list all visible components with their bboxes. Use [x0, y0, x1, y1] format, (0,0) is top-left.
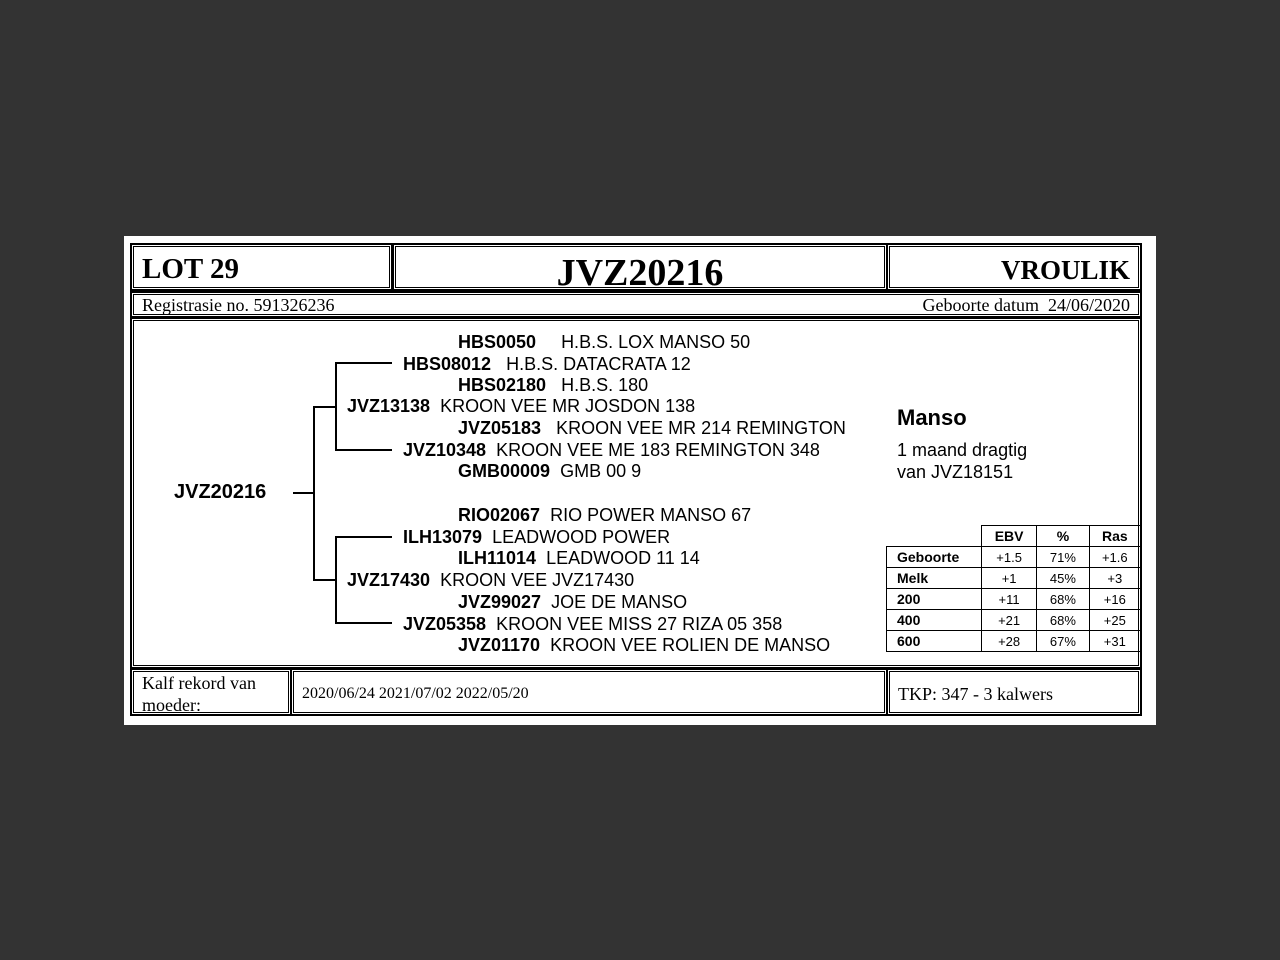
ebv-row-label: Melk [887, 568, 982, 589]
pedigree-dam-sire-dam [458, 548, 700, 569]
ss-name: H.B.S. DATACRATA 12 [506, 354, 691, 374]
ebv-table [886, 525, 1141, 652]
ebv-header-row [887, 526, 1141, 547]
pedigree-dam-dam-sire [458, 592, 687, 613]
calf-record-label: Kalf rekord van moeder: [142, 673, 256, 715]
dd-code: JVZ05358 [403, 614, 487, 634]
tree-line-dam-stub [313, 579, 337, 581]
dsd-code: ILH11014 [458, 548, 537, 568]
dsd-name: LEADWOOD 11 14 [546, 548, 700, 568]
calf-dates-box [290, 668, 888, 716]
pedigree-sire-dam-sire [458, 418, 846, 439]
ebv-value: +1.5 [981, 547, 1036, 568]
tkp-value: TKP: 347 - 3 kalwers [898, 684, 1053, 704]
ebv-ras: +1.6 [1089, 547, 1140, 568]
tree-line-main-vertical [313, 406, 315, 581]
calf-record-dates: 2020/06/24 2021/07/02 2022/05/20 [302, 685, 529, 702]
pedigree-dam-dam-dam [458, 635, 830, 656]
dds-name: JOE DE MANSO [551, 592, 688, 612]
tree-line-sire-vertical [335, 362, 337, 450]
ebv-pct: 68% [1037, 610, 1089, 631]
ebv-row [887, 568, 1141, 589]
tree-line-dam-vertical [335, 536, 337, 624]
pedigree-sire-sire [403, 354, 691, 375]
lot-number: LOT 29 [142, 253, 239, 285]
tree-line-sire-dam [335, 449, 392, 451]
sdd-code: GMB00009 [458, 461, 551, 481]
ssd-name: H.B.S. 180 [561, 375, 649, 395]
ebv-value: +28 [981, 631, 1036, 652]
ebv-row [887, 631, 1141, 652]
lot-box [130, 243, 393, 291]
lot-card [124, 236, 1156, 725]
ebv-row [887, 610, 1141, 631]
tkp-box [886, 668, 1142, 716]
animal-code: JVZ20216 [174, 481, 267, 503]
ssd-code: HBS02180 [458, 375, 547, 395]
info-pregnancy: 1 maand dragtig [897, 440, 1028, 460]
sd-name: KROON VEE ME 183 REMINGTON 348 [496, 440, 820, 460]
pedigree-sire-dam [403, 440, 820, 461]
birth-date-label: Geboorte datum [922, 295, 1039, 315]
sd-code: JVZ10348 [403, 440, 487, 460]
pedigree-animal [174, 481, 266, 504]
ebv-pct: 71% [1037, 547, 1089, 568]
ss-code: HBS08012 [403, 354, 492, 374]
ssss-code: HBS0050 [458, 332, 537, 352]
sire-code: JVZ13138 [347, 396, 431, 416]
pedigree-dam-dam [403, 614, 782, 635]
ebv-pct: 67% [1037, 631, 1089, 652]
ebv-value: +21 [981, 610, 1036, 631]
ds-code: ILH13079 [403, 527, 483, 547]
sire-name: KROON VEE MR JOSDON 138 [440, 396, 696, 416]
ebv-pct: 45% [1037, 568, 1089, 589]
ebv-row-label: 200 [887, 589, 982, 610]
registration-row [130, 291, 1142, 318]
dam-code: JVZ17430 [347, 570, 431, 590]
ds-name: LEADWOOD POWER [492, 527, 671, 547]
dd-name: KROON VEE MISS 27 RIZA 05 358 [496, 614, 783, 634]
pedigree-dam [347, 570, 634, 591]
dss-code: RIO02067 [458, 505, 541, 525]
ebv-row-label: 400 [887, 610, 982, 631]
pedigree-sire [347, 396, 695, 417]
id-box [392, 243, 888, 294]
pedigree-sire-sire-dam [458, 375, 648, 396]
ebv-value: +11 [981, 589, 1036, 610]
pedigree-sire-sire-sire [458, 332, 750, 353]
dam-name: KROON VEE JVZ17430 [440, 570, 635, 590]
ebv-pct: 68% [1037, 589, 1089, 610]
ebv-header-ras: Ras [1089, 526, 1140, 547]
sex-label: VROULIK [1000, 255, 1130, 285]
info-by: van JVZ18151 [897, 462, 1014, 482]
ddd-code: JVZ01170 [458, 635, 541, 655]
registration-label: Registrasie no. [142, 295, 249, 315]
ebv-header-ebv: EBV [981, 526, 1036, 547]
birth-date-value: 24/06/2020 [1047, 295, 1130, 315]
pedigree-dam-sire [403, 527, 670, 548]
sex-box [886, 243, 1142, 291]
birth-date [923, 295, 1130, 316]
tree-line-dam-dam [335, 622, 392, 624]
sds-name: KROON VEE MR 214 REMINGTON [556, 418, 846, 438]
ebv-corner [887, 526, 982, 547]
pedigree-sire-dam-dam [458, 461, 641, 482]
tree-line-animal [293, 492, 315, 494]
registration-number [142, 295, 334, 316]
registration-value: 591326236 [253, 295, 335, 315]
sds-code: JVZ05183 [458, 418, 542, 438]
pedigree-dam-sire-sire [458, 505, 751, 526]
tree-line-dam-sire [335, 536, 392, 538]
tree-line-sire-stub [313, 406, 337, 408]
ebv-value: +1 [981, 568, 1036, 589]
ebv-row [887, 547, 1141, 568]
animal-id-title: JVZ20216 [556, 252, 724, 294]
ebv-row-label: Geboorte [887, 547, 982, 568]
ebv-row-label: 600 [887, 631, 982, 652]
ebv-ras: +25 [1089, 610, 1140, 631]
info-name: Manso [897, 405, 967, 430]
sdd-name: GMB 00 9 [560, 461, 642, 481]
ebv-header-pct: % [1037, 526, 1089, 547]
ebv-ras: +3 [1089, 568, 1140, 589]
tree-line-sire-sire [335, 362, 392, 364]
ebv-row [887, 589, 1141, 610]
calf-label-box [130, 668, 292, 716]
ssss-name: H.B.S. LOX MANSO 50 [561, 332, 751, 352]
dds-code: JVZ99027 [458, 592, 542, 612]
ddd-name: KROON VEE ROLIEN DE MANSO [550, 635, 831, 655]
ebv-ras: +31 [1089, 631, 1140, 652]
dss-name: RIO POWER MANSO 67 [550, 505, 752, 525]
ebv-ras: +16 [1089, 589, 1140, 610]
